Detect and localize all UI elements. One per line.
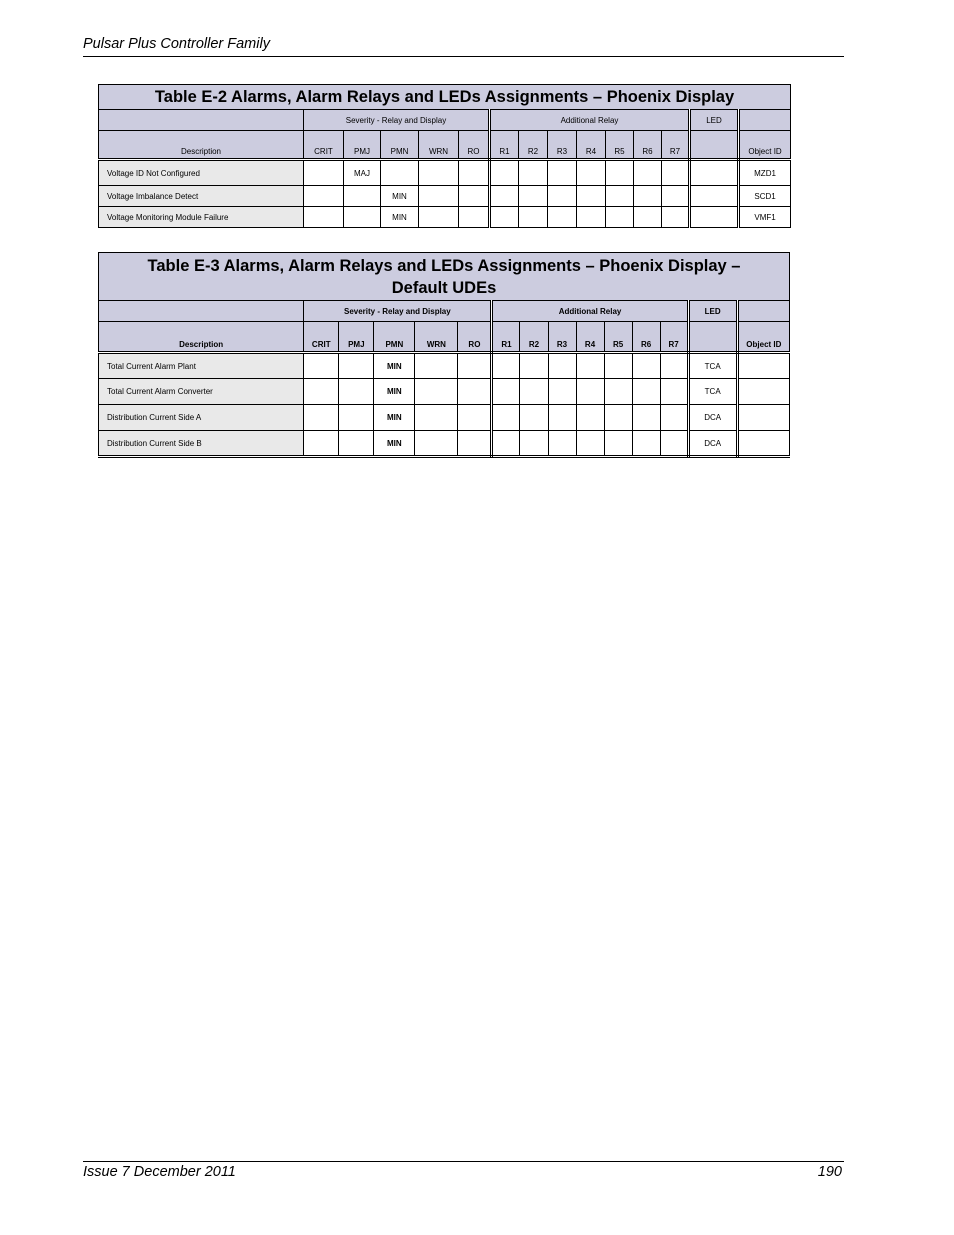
cell-r7 [662, 186, 690, 207]
cell-object-id: SCD1 [739, 186, 791, 207]
cell-pmj [339, 379, 374, 405]
col-ro: RO [458, 322, 492, 353]
cell-r6 [634, 160, 662, 186]
page-number: 190 [817, 1164, 842, 1180]
col-crit: CRIT [304, 322, 339, 353]
table-row [99, 160, 791, 186]
table-row [99, 353, 790, 379]
cell-crit [304, 431, 339, 457]
table-title: Table E-3 Alarms, Alarm Relays and LEDs Assignments – Phoenix Display – Default UDEs [99, 253, 790, 301]
header-blank [99, 110, 304, 131]
row-description: Total Current Alarm Converter [99, 379, 304, 405]
cell-r5 [604, 379, 632, 405]
cell-pmj [339, 353, 374, 379]
cell-r3 [548, 160, 577, 186]
cell-pmn: MIN [374, 353, 415, 379]
cell-led: DCA [688, 405, 737, 431]
cell-r5 [606, 160, 634, 186]
cell-r4 [576, 353, 604, 379]
cell-pmj [344, 207, 381, 228]
header-blank [737, 301, 789, 322]
cell-led [690, 160, 739, 186]
group-severity: Severity - Relay and Display [304, 110, 490, 131]
cell-crit [304, 405, 339, 431]
cell-r7 [662, 207, 690, 228]
cell-r6 [634, 186, 662, 207]
header-blank [739, 110, 791, 131]
page-header [83, 35, 844, 57]
cell-r5 [606, 207, 634, 228]
cell-r5 [604, 405, 632, 431]
col-crit: CRIT [304, 131, 344, 160]
alarm-table-e3 [98, 252, 790, 458]
col-ro: RO [459, 131, 490, 160]
issue-date: Issue 7 December 2011 [83, 1164, 236, 1180]
cell-r4 [577, 186, 606, 207]
table-row [99, 431, 790, 457]
cell-pmj [339, 405, 374, 431]
cell-led [690, 207, 739, 228]
cell-pmn: MIN [381, 207, 419, 228]
cell-wrn [415, 405, 458, 431]
col-r3: R3 [548, 322, 576, 353]
cell-r6 [634, 207, 662, 228]
cell-object-id [737, 353, 789, 379]
cell-ro [458, 379, 492, 405]
col-r5: R5 [604, 322, 632, 353]
page-footer [83, 1161, 844, 1184]
cell-r3 [548, 405, 576, 431]
cell-crit [304, 186, 344, 207]
cell-pmj: MAJ [344, 160, 381, 186]
cell-crit [304, 207, 344, 228]
group-led: LED [688, 301, 737, 322]
cell-pmj [339, 431, 374, 457]
cell-pmj [344, 186, 381, 207]
cell-pmn [381, 160, 419, 186]
col-r4: R4 [576, 322, 604, 353]
alarm-table-e2 [98, 84, 791, 228]
col-pmj: PMJ [339, 322, 374, 353]
group-severity: Severity - Relay and Display [304, 301, 492, 322]
cell-object-id [737, 431, 789, 457]
cell-r4 [577, 160, 606, 186]
cell-r1 [492, 405, 520, 431]
col-r7: R7 [660, 322, 688, 353]
cell-r6 [632, 431, 660, 457]
cell-pmn: MIN [374, 405, 415, 431]
col-r1: R1 [492, 322, 520, 353]
cell-led: TCA [688, 353, 737, 379]
group-additional-relay: Additional Relay [490, 110, 690, 131]
col-r2: R2 [520, 322, 548, 353]
cell-ro [458, 431, 492, 457]
col-r6: R6 [632, 322, 660, 353]
cell-wrn [415, 379, 458, 405]
col-led [690, 131, 739, 160]
cell-r1 [490, 160, 519, 186]
row-description: Voltage Monitoring Module Failure [99, 207, 304, 228]
cell-r2 [520, 405, 548, 431]
col-pmj: PMJ [344, 131, 381, 160]
cell-r6 [632, 405, 660, 431]
cell-object-id [737, 405, 789, 431]
cell-r7 [662, 160, 690, 186]
col-pmn: PMN [374, 322, 415, 353]
cell-ro [459, 207, 490, 228]
group-led: LED [690, 110, 739, 131]
cell-r1 [490, 207, 519, 228]
cell-pmn: MIN [381, 186, 419, 207]
cell-wrn [419, 186, 459, 207]
col-r7: R7 [662, 131, 690, 160]
col-r2: R2 [519, 131, 548, 160]
cell-r6 [632, 353, 660, 379]
cell-r2 [520, 431, 548, 457]
cell-wrn [415, 353, 458, 379]
cell-r5 [604, 353, 632, 379]
cell-led [690, 186, 739, 207]
cell-r1 [490, 186, 519, 207]
col-pmn: PMN [381, 131, 419, 160]
table-row [99, 379, 790, 405]
cell-r7 [660, 405, 688, 431]
cell-r2 [520, 379, 548, 405]
cell-r1 [492, 379, 520, 405]
table-title: Table E-2 Alarms, Alarm Relays and LEDs Assignments – Phoenix Display [99, 85, 791, 110]
col-r6: R6 [634, 131, 662, 160]
cell-object-id: VMF1 [739, 207, 791, 228]
cell-r3 [548, 186, 577, 207]
header-blank [99, 301, 304, 322]
cell-r2 [519, 186, 548, 207]
table-row [99, 186, 791, 207]
cell-r3 [548, 353, 576, 379]
col-description: Description [99, 131, 304, 160]
col-r5: R5 [606, 131, 634, 160]
cell-r3 [548, 379, 576, 405]
cell-wrn [415, 431, 458, 457]
cell-r4 [576, 431, 604, 457]
row-description: Distribution Current Side B [99, 431, 304, 457]
cell-r2 [520, 353, 548, 379]
cell-wrn [419, 207, 459, 228]
cell-object-id: MZD1 [739, 160, 791, 186]
cell-object-id [737, 379, 789, 405]
col-description: Description [99, 322, 304, 353]
cell-r7 [660, 353, 688, 379]
col-led [688, 322, 737, 353]
table-row [99, 207, 791, 228]
cell-r3 [548, 207, 577, 228]
table-row [99, 405, 790, 431]
cell-r5 [606, 186, 634, 207]
cell-r1 [492, 431, 520, 457]
group-additional-relay: Additional Relay [492, 301, 688, 322]
cell-r4 [576, 379, 604, 405]
cell-ro [459, 186, 490, 207]
row-description: Voltage ID Not Configured [99, 160, 304, 186]
cell-pmn: MIN [374, 431, 415, 457]
cell-r5 [604, 431, 632, 457]
cell-pmn: MIN [374, 379, 415, 405]
cell-r1 [492, 353, 520, 379]
cell-crit [304, 353, 339, 379]
cell-r2 [519, 160, 548, 186]
cell-wrn [419, 160, 459, 186]
col-wrn: WRN [415, 322, 458, 353]
cell-ro [459, 160, 490, 186]
document-title: Pulsar Plus Controller Family [83, 36, 270, 52]
cell-r7 [660, 431, 688, 457]
col-object-id: Object ID [739, 131, 791, 160]
cell-crit [304, 379, 339, 405]
col-r3: R3 [548, 131, 577, 160]
cell-r6 [632, 379, 660, 405]
row-description: Total Current Alarm Plant [99, 353, 304, 379]
cell-r7 [660, 379, 688, 405]
row-description: Distribution Current Side A [99, 405, 304, 431]
cell-ro [458, 353, 492, 379]
cell-led: TCA [688, 379, 737, 405]
col-wrn: WRN [419, 131, 459, 160]
cell-r4 [577, 207, 606, 228]
cell-r2 [519, 207, 548, 228]
cell-r3 [548, 431, 576, 457]
col-object-id: Object ID [737, 322, 789, 353]
col-r1: R1 [490, 131, 519, 160]
cell-r4 [576, 405, 604, 431]
cell-crit [304, 160, 344, 186]
cell-ro [458, 405, 492, 431]
cell-led: DCA [688, 431, 737, 457]
row-description: Voltage Imbalance Detect [99, 186, 304, 207]
col-r4: R4 [577, 131, 606, 160]
